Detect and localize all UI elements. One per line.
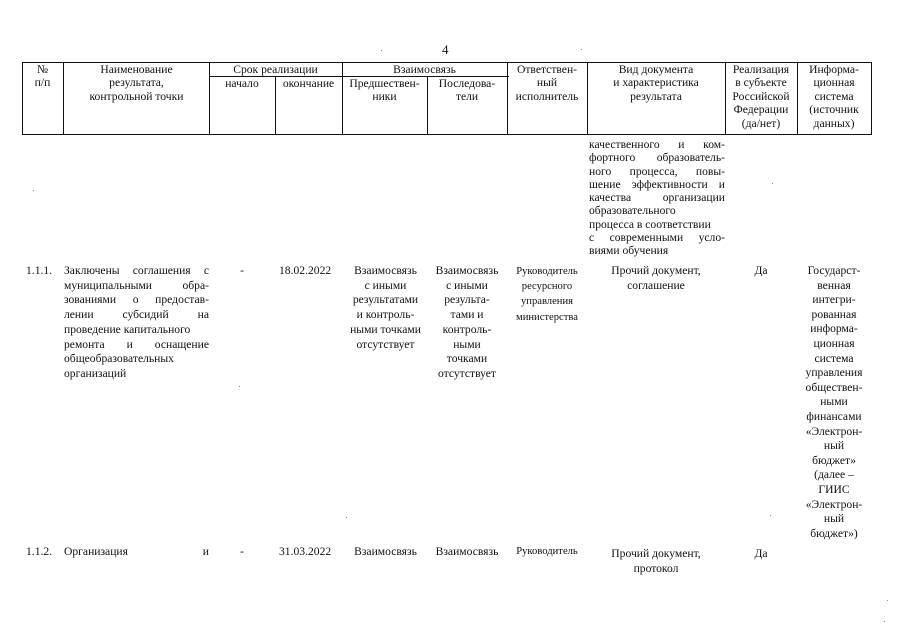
row-document: Прочий документ, протокол [611,547,701,575]
row-start: - [240,264,244,277]
scan-speck [581,49,582,50]
header-resp: Ответствен- ный исполнитель [515,63,579,103]
row-document: Прочий документ, соглашение [611,264,701,292]
scan-speck [772,183,773,184]
header-start: начало [225,77,259,90]
scan-speck [887,600,888,601]
header-pred: Предшествен- ники [349,77,420,104]
header-link: Взаимосвязь [393,63,456,76]
header-doc: Вид документа и характеристика результата [613,63,699,103]
row-predecessors: Взаимосвязь [354,545,417,558]
row-name: Заключены соглашения с муниципальными обра- зованиями о предостав- лении субсидий на проведение капитального ремонта и оснащение общеобразовательных организаций [64,264,209,380]
scan-speck [884,621,885,622]
row-name: Организация и [64,545,209,558]
continuation-text: качественного и ком- фортного образователь- ного процесса, повы- шение эффективности и качества организации образовательного процесса в соответствии с современными усло- виями обучения [589,138,725,258]
header-end: окончание [282,77,335,90]
scan-speck [770,515,771,516]
header-info: Информа- ционная система (источник данных) [809,63,859,130]
scan-speck [381,50,382,51]
scan-speck [33,190,34,191]
row-successors: Взаимосвязь [435,545,499,558]
row-responsible: Руководитель ресурсного управления министерства [516,266,578,323]
header-term: Срок реализации [233,63,318,76]
row-region: Да [754,264,768,277]
row-responsible: Руководитель [516,546,578,557]
row-number: 1.1.1. [26,264,53,277]
page-number: 4 [442,42,449,57]
row-end: 31.03.2022 [279,545,332,558]
header-num: № п/п [34,63,51,90]
header-name: Наименование результата, контрольной точки [89,63,184,103]
row-end: 18.02.2022 [279,264,332,277]
row-successors: Взаимосвязь с иными результа- тами и контроль- ными точками отсутствует [435,264,499,380]
row-number: 1.1.2. [26,545,53,558]
scan-speck [239,386,240,387]
row-start: - [240,545,244,558]
row-predecessors: Взаимосвязь с иными результатами и контроль- ными точками отсутствует [350,264,421,351]
row-region: Да [754,547,768,560]
row-info-system: Государст- венная интегри- рованная информа- ционная система управления обществен- ными финансами «Электрон- ный бюджет» (далее – ГИИС «Электрон- ный бюджет») [805,264,863,540]
header-region: Реализация в субъекте Российской Федерации (да/нет) [732,63,790,130]
scan-speck [346,517,347,518]
header-succ: Последова- тели [438,77,496,104]
